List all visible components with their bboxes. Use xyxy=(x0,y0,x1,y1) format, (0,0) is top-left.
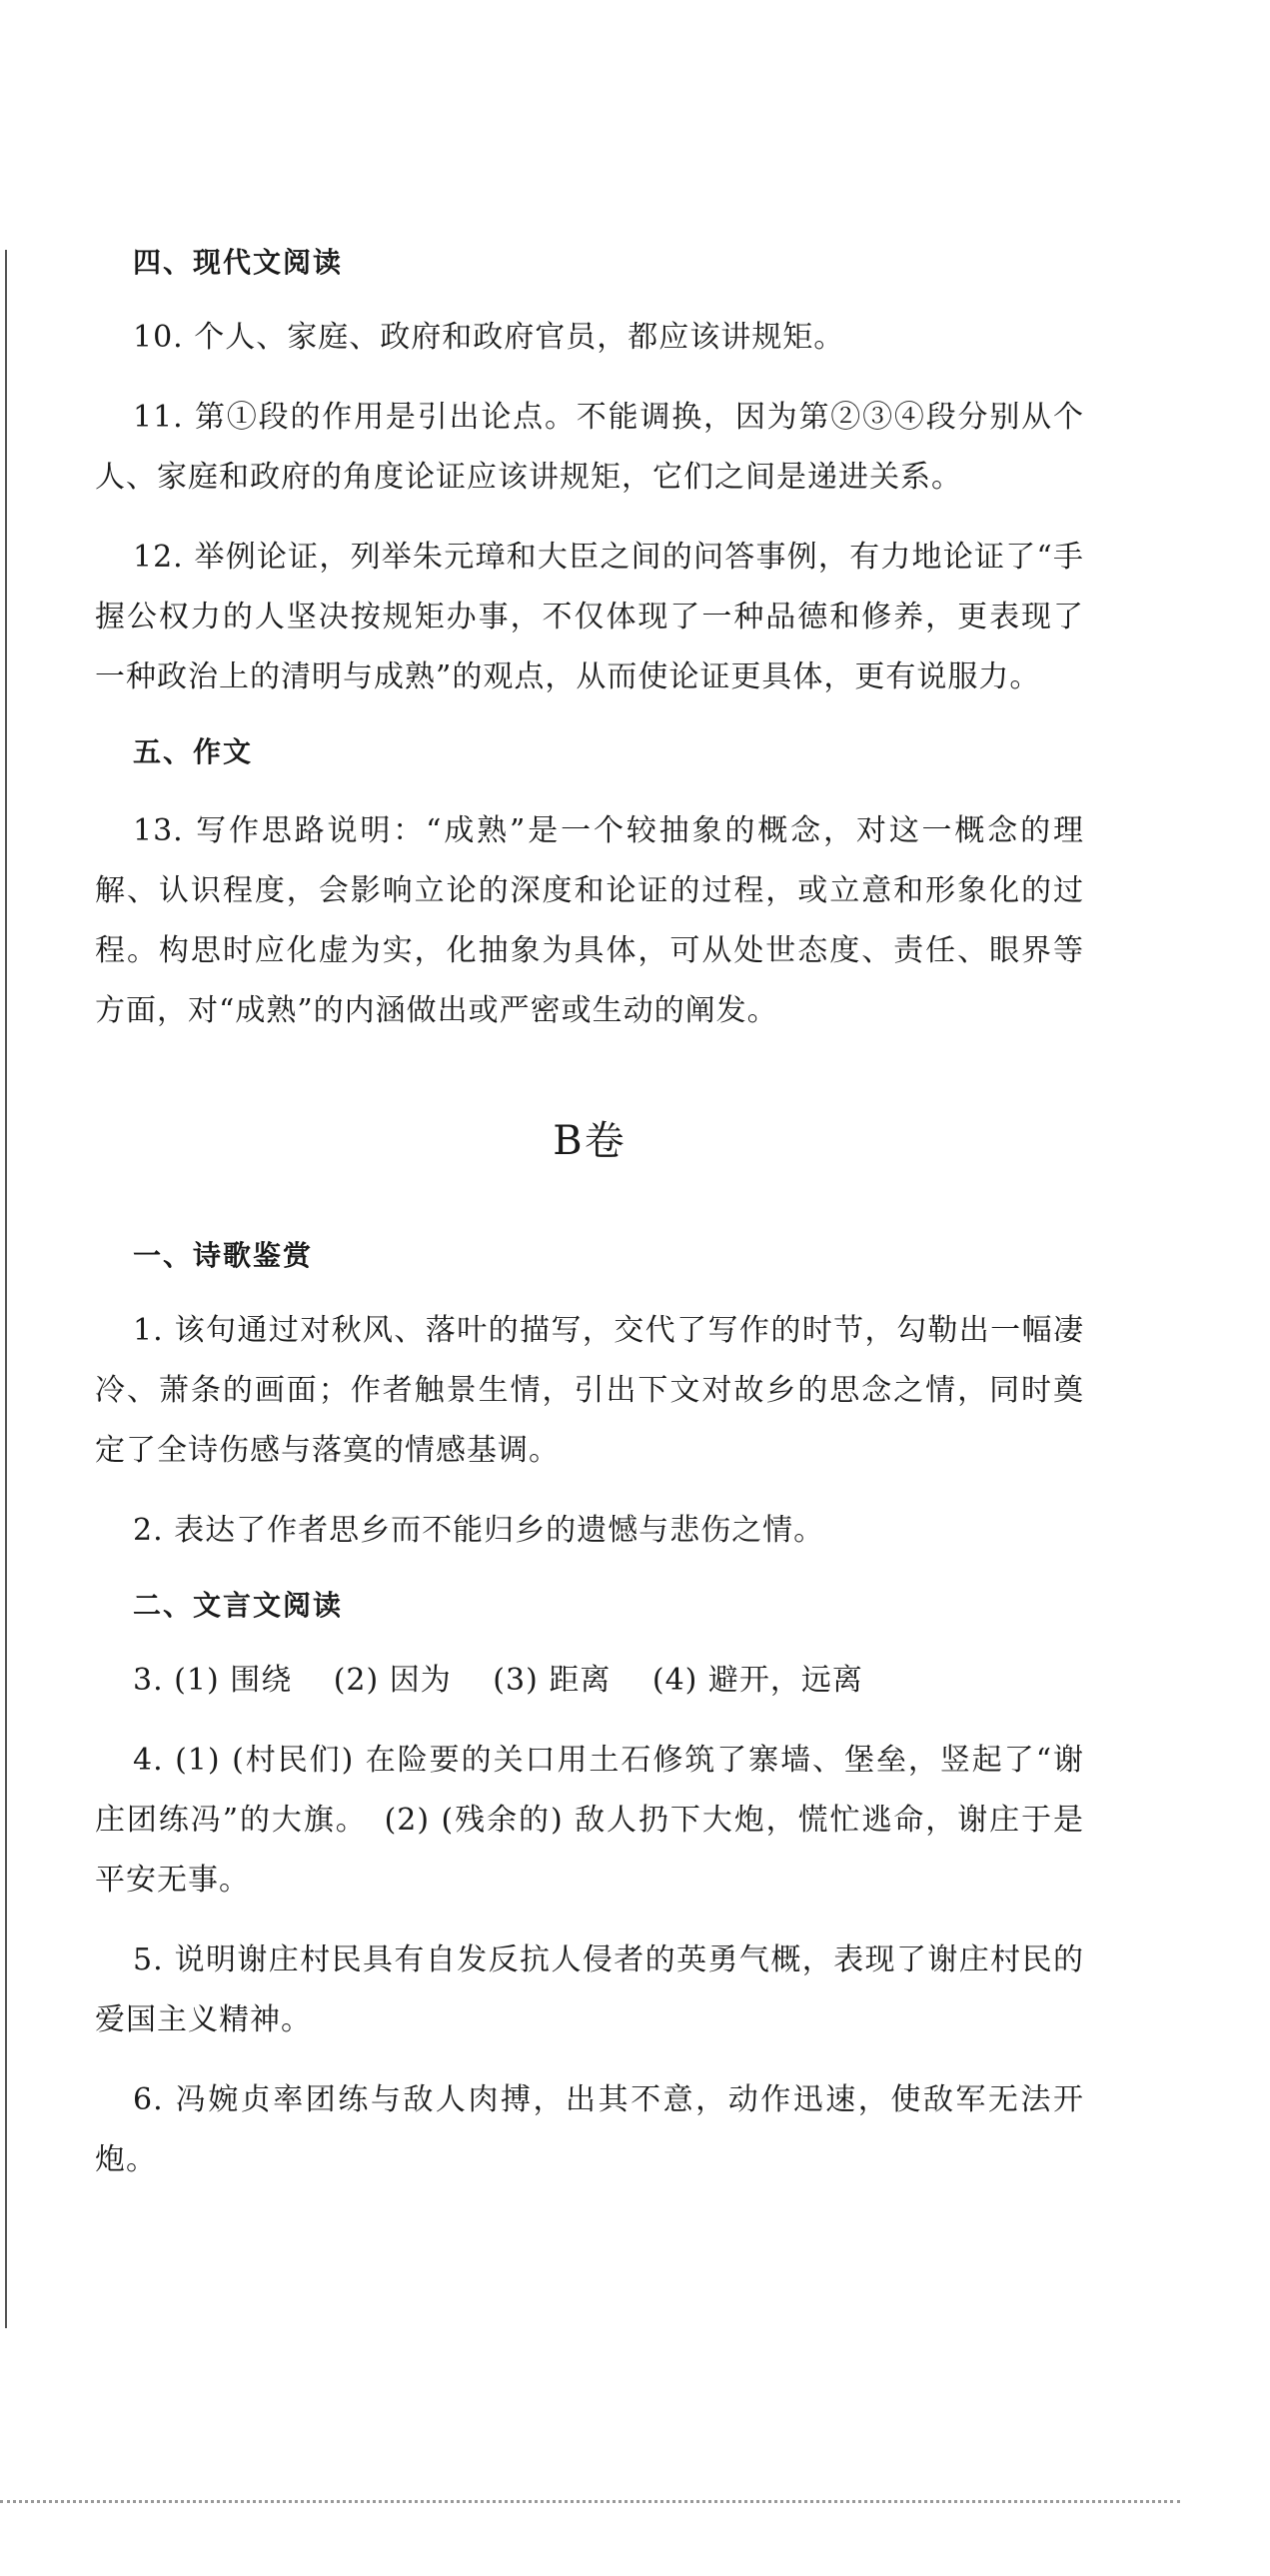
answer-b1: 1. 该句通过对秋风、落叶的描写，交代了写作的时节，勾勒出一幅凄冷、萧条的画面；作者触景生情，引出下文对故乡的思念之情，同时奠定了全诗伤感与落寞的情感基调。 xyxy=(95,1313,1084,1468)
section-heading-classical-reading: 二、文言文阅读 xyxy=(133,1589,344,1622)
paper-b-title: B卷 xyxy=(553,1118,627,1164)
section-heading-composition: 五、作文 xyxy=(133,735,254,768)
answer-11: 11. 第①段的作用是引出论点。不能调换，因为第②③④段分别从个人、家庭和政府的角度论证应该讲规矩，它们之间是递进关系。 xyxy=(95,400,1084,495)
answer-12: 12. 举例论证，列举朱元璋和大臣之间的问答事例，有力地论证了“手握公权力的人坚决按规矩办事，不仅体现了一种品德和修养，更表现了一种政治上的清明与成熟”的观点，从而使论证更具体，更有说服力。 xyxy=(95,540,1084,694)
answer-10: 10. 个人、家庭、政府和政府官员，都应该讲规矩。 xyxy=(133,320,845,355)
bottom-dotted-divider xyxy=(0,2500,1180,2503)
answer-13: 13. 写作思路说明：“成熟”是一个较抽象的概念，对这一概念的理解、认识程度，会影响立论的深度和论证的过程，或立意和形象化的过程。构思时应化虚为实，化抽象为具体，可从处世态度、责任、眼界等方面，对“成熟”的内涵做出或严密或生动的阐发。 xyxy=(95,813,1084,1028)
answer-b4: 4. (1) (村民们) 在险要的关口用土石修筑了寨墙、堡垒，竖起了“谢庄团练冯”的大旗。 (2) (残余的) 敌人扔下大炮，慌忙逃命，谢庄于是平安无事。 xyxy=(95,1743,1084,1898)
section-heading-modern-reading: 四、现代文阅读 xyxy=(133,246,344,279)
answer-b5: 5. 说明谢庄村民具有自发反抗人侵者的英勇气概，表现了谢庄村民的爱国主义精神。 xyxy=(95,1942,1084,2037)
answer-b2: 2. 表达了作者思乡而不能归乡的遗憾与悲伤之情。 xyxy=(133,1513,825,1548)
section-heading-poetry: 一、诗歌鉴赏 xyxy=(133,1239,314,1272)
answer-b3: 3. (1) 围绕 (2) 因为 (3) 距离 (4) 避开，远离 xyxy=(133,1663,863,1698)
answer-b6: 6. 冯婉贞率团练与敌人肉搏，出其不意，动作迅速，使敌军无法开炮。 xyxy=(95,2082,1084,2177)
left-margin-rule xyxy=(5,250,7,2328)
answer-page xyxy=(95,238,1084,2190)
